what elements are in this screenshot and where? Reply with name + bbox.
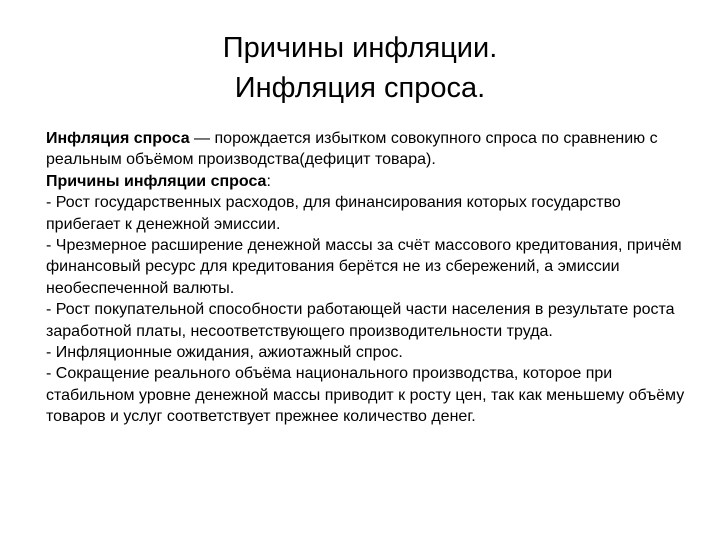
cause-item: - Сокращение реального объёма национального производства, которое при стабильном уровне денежной массы приводит к росту цен, так как меньшему объёму товаров и услуг соответствует прежнее количество денег. (46, 365, 685, 426)
title-line-2: Инфляция спроса. (234, 72, 486, 104)
definition-paragraph (46, 128, 686, 171)
cause-item: - Рост покупательной способности работающей части населения в результате роста заработной платы, несоответствующего производительности труда. (46, 301, 675, 340)
definition-term: Инфляция спроса (46, 130, 190, 147)
cause-item: - Чрезмерное расширение денежной массы за счёт массового кредитования, причём финансовый ресурс для кредитования берётся не из сбережений, а эмиссии необеспеченной валюты. (46, 237, 682, 297)
slide-title (140, 28, 580, 108)
causes-heading-colon: : (266, 172, 271, 190)
causes-heading: Причины инфляции спроса (46, 172, 267, 190)
cause-item: - Рост государственных расходов, для финансирования которых государство прибегает к денежной эмиссии. (46, 194, 621, 233)
slide-body (46, 128, 686, 428)
cause-item: - Инфляционные ожидания, ажиотажный спрос. (46, 344, 403, 362)
title-line-1: Причины инфляции. (222, 32, 498, 64)
causes-heading-paragraph (46, 171, 686, 192)
definition-text: — порождается избытком совокупного спроса по сравнению с реальным объёмом производства(дефицит товара). (46, 130, 658, 169)
